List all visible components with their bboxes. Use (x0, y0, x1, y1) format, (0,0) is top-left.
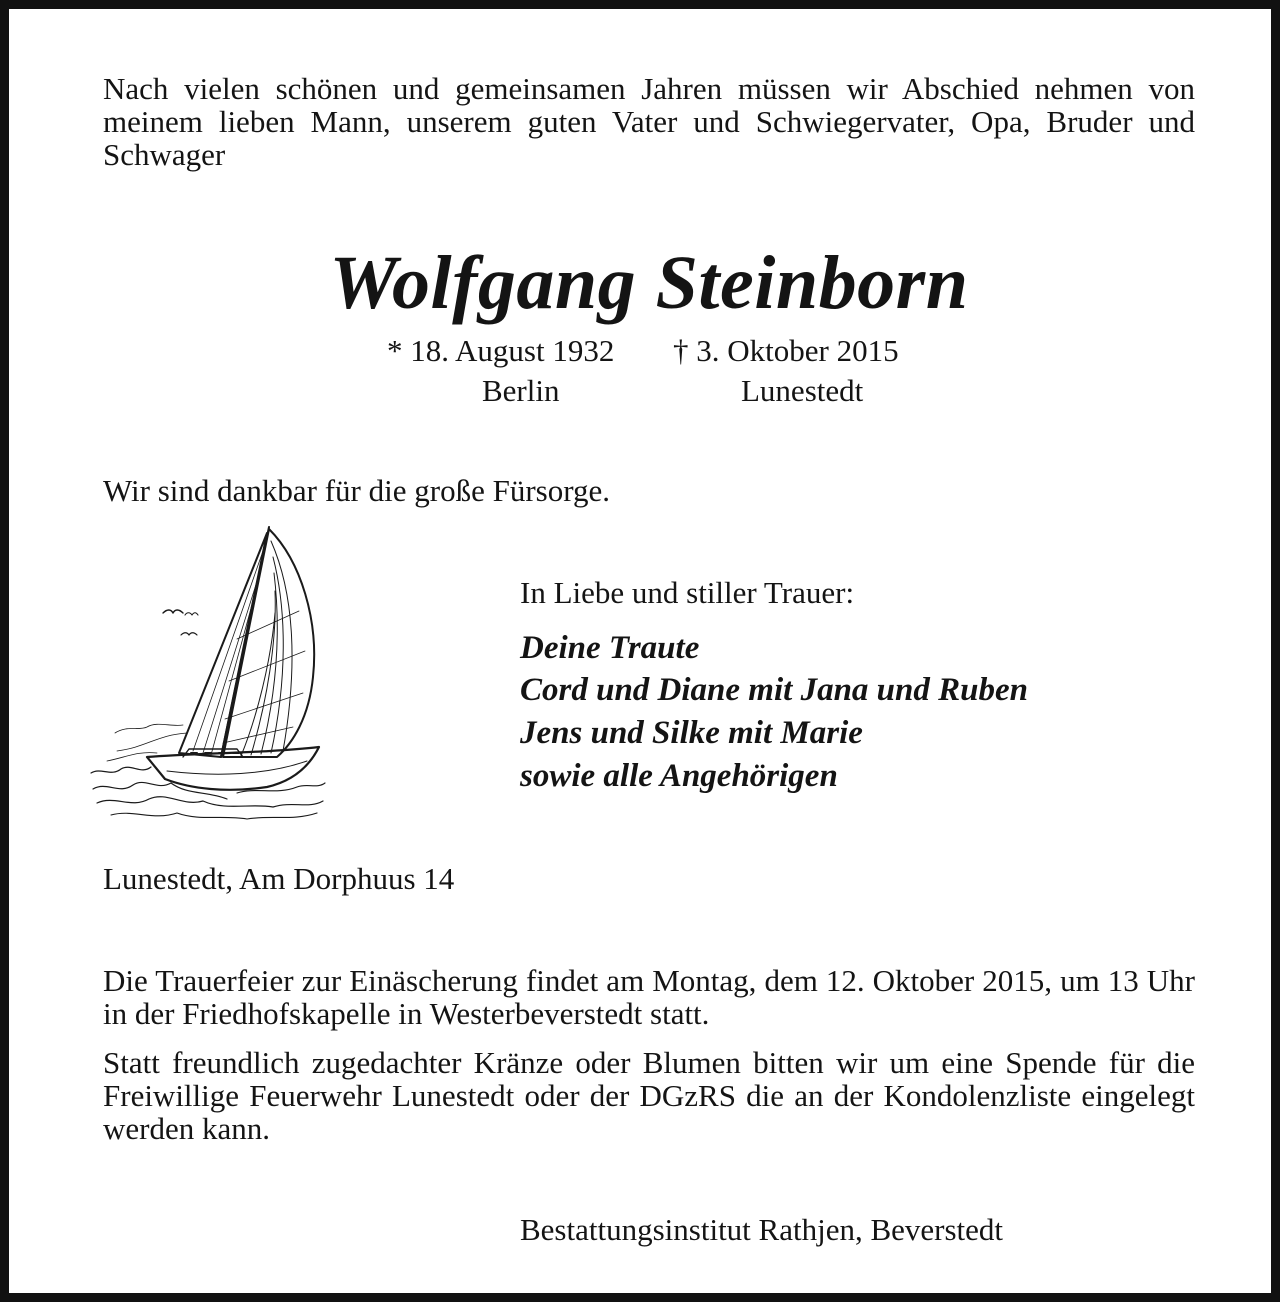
thanks-text: Wir sind dankbar für die große Fürsorge. (103, 473, 610, 508)
family-line: sowie alle Angehörigen (520, 758, 838, 794)
death-place: Lunestedt (741, 373, 864, 408)
mourning-heading: In Liebe und stiller Trauer: (520, 575, 855, 610)
birth-date: * 18. August 1932 (387, 333, 615, 368)
address-text: Lunestedt, Am Dorphuus 14 (103, 861, 455, 896)
family-line: Cord und Diane mit Jana und Ruben (520, 672, 1028, 708)
death-date: † 3. Oktober 2015 (673, 333, 899, 368)
family-line: Deine Traute (520, 630, 700, 666)
birth-place: Berlin (482, 373, 560, 408)
undertaker-name: Bestattungsinstitut Rathjen, Beverstedt (520, 1212, 1004, 1247)
intro-text: Nach vielen schönen und gemeinsamen Jahren müssen wir Abschied nehmen von meinem lieben Mann, unserem guten Vater und Schwiegervater, Opa, Bruder und Schwager (103, 71, 1195, 172)
sailboat-illustration (87, 521, 327, 825)
service-announcement: Die Trauerfeier zur Einäscherung findet am Montag, dem 12. Oktober 2015, um 13 Uhr in der Friedhofskapelle in Westerbeverstedt statt. (103, 963, 1195, 1031)
deceased-name: Wolfgang Steinborn (329, 241, 969, 325)
donation-request: Statt freundlich zugedachter Kränze oder Blumen bitten wir um eine Spende für die Freiwillige Feuerwehr Lunestedt oder der DGzRS die an der Kondolenzliste eingelegt werden kann. (103, 1045, 1195, 1146)
family-line: Jens und Silke mit Marie (520, 715, 863, 751)
